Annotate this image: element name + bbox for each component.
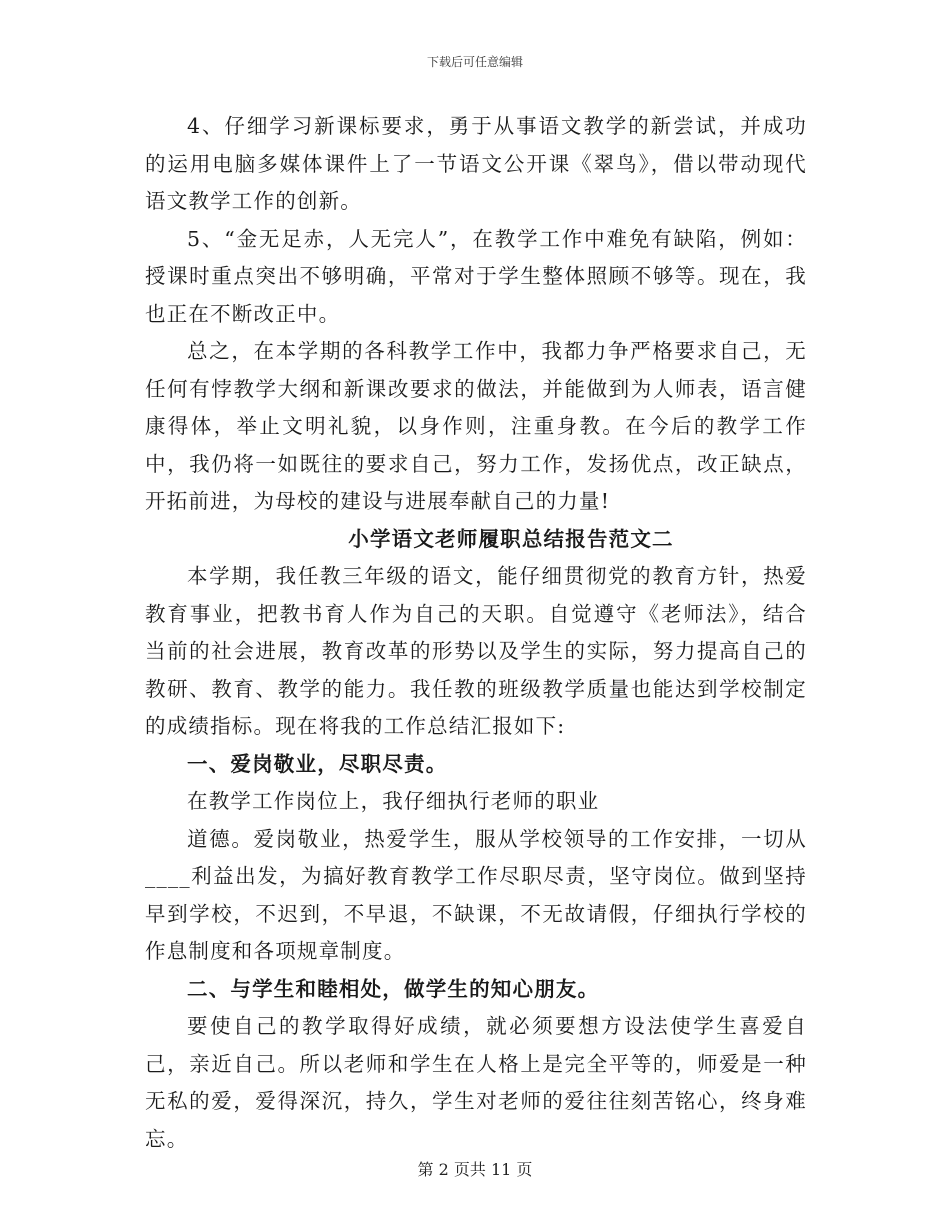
heading-two: 二、与学生和睦相处，做学生的知心朋友。 (187, 976, 600, 1001)
heading-one-first-line: 在教学工作岗位上，我仔细执行老师的职业 (187, 789, 600, 813)
page-header: 下载后可任意编辑 (426, 55, 523, 69)
heading-one: 一、爱岗敬业，尽职尽责。 (187, 751, 448, 776)
page-footer: 第 2 页共 11 页 (417, 1160, 533, 1179)
heading-two-paragraph: 要使自己的教学取得好成绩，就必须要想方设法使学生喜爱自己，亲近自己。所以老师和学生在人格上是完全平等的，师爱是一种无私的爱，爱得深沉，持久，学生对老师的爱往往刻苦铭心，终身难忘。 (145, 1014, 807, 1151)
paragraph-summary: 总之，在本学期的各科教学工作中，我都力争严格要求自己，无任何有悖教学大纲和新课改要求的做法，并能做到为人师表，语言健康得体，举止文明礼貌，以身作则，注重身教。在今后的教学工作中，我仍将一如既往的要求自己，努力工作，发扬优点，改正缺点，开拓前进，为母校的建设与进展奉献自己的力量! (145, 339, 807, 513)
section-title: 小学语文老师履职总结报告范文二 (348, 526, 674, 551)
heading-one-paragraph: 道德。爱岗敬业，热爱学生，服从学校领导的工作安排，一切从____利益出发，为搞好教育教学工作尽职尽责，坚守岗位。做到坚持早到学校，不迟到，不早退，不缺课，不无故请假，仔细执行学校的作息制度和各项规章制度。 (145, 826, 807, 963)
section-intro-paragraph: 本学期，我任教三年级的语文，能仔细贯彻党的教育方针，热爱教育事业，把教书育人作为自己的天职。自觉遵守《老师法》，结合当前的社会进展，教育改革的形势以及学生的实际，努力提高自己的教研、教育、教学的能力。我任教的班级教学质量也能达到学校制定的成绩指标。现在将我的工作总结汇报如下: (145, 564, 807, 738)
paragraph-item-4: 4、仔细学习新课标要求，勇于从事语文教学的新尝试，并成功的运用电脑多媒体课件上了一节语文公开课《翠鸟》，借以带动现代语文教学工作的创新。 (145, 114, 807, 213)
paragraph-item-5: 5、“金无足赤，人无完人”，在教学工作中难免有缺陷，例如：授课时重点突出不够明确，平常对于学生整体照顾不够等。现在，我也正在不断改正中。 (145, 226, 807, 326)
document-body (145, 108, 807, 1158)
